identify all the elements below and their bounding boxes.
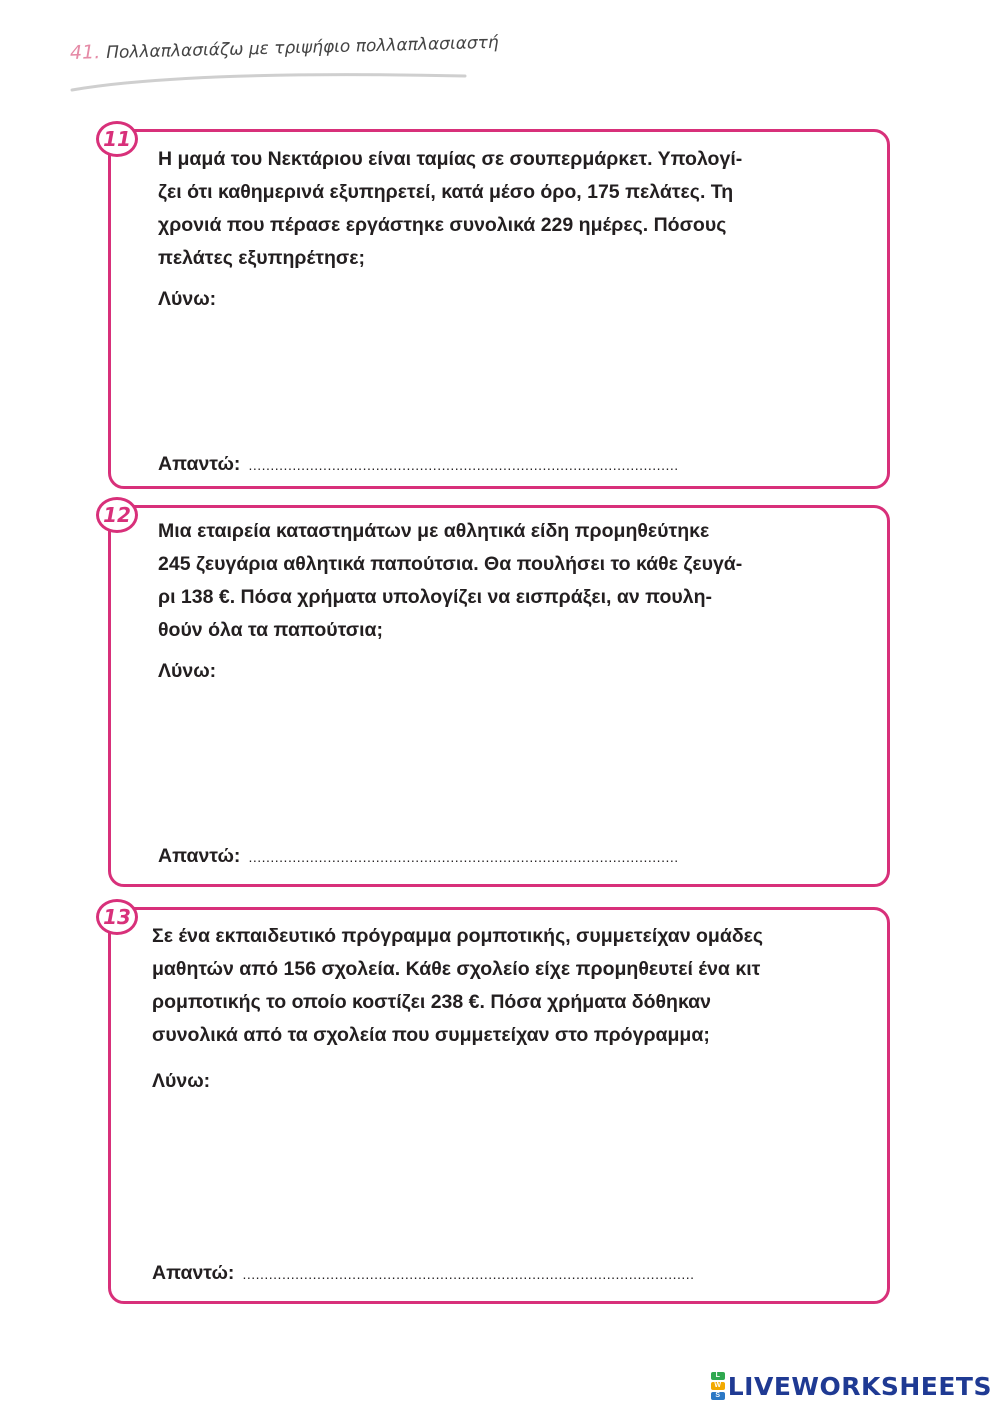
problem-line: πελάτες εξυπηρέτησε; (158, 247, 365, 269)
problem-number-badge: 11 (96, 121, 138, 157)
logo-text: LIVEWORKSHEETS (727, 1371, 992, 1401)
header-swoosh (70, 68, 470, 98)
problem-text (158, 515, 742, 647)
logo-icon-block: W (711, 1382, 725, 1390)
problem-line: Σε ένα εκπαιδευτικό πρόγραμμα ρομποτικής, συμμετείχαν ομάδες (152, 925, 764, 947)
answer-field[interactable]: .................................................................................................. (248, 849, 679, 865)
problem-line: 245 ζευγάρια αθλητικά παπούτσια. Θα πουλήσει το κάθε ζευγά- (158, 553, 743, 575)
lesson-title: Πολλαπλασιάζω με τριψήφιο πολλαπλασιαστή (105, 32, 499, 64)
lesson-number: 41. (69, 41, 101, 64)
problem-line: Μια εταιρεία καταστημάτων με αθλητικά είδη προμηθεύτηκε (158, 520, 710, 542)
answer-field[interactable]: ....................................................................................................... (242, 1266, 695, 1282)
answer-row (158, 453, 679, 476)
problem-line: συνολικά από τα σχολεία που συμμετείχαν στο πρόγραμμα; (152, 1024, 710, 1046)
page-header (70, 31, 499, 64)
liveworksheets-logo[interactable] (711, 1371, 992, 1401)
answer-label: Απαντώ: (158, 845, 241, 867)
problem-text (158, 143, 742, 275)
problem-number-badge: 12 (96, 497, 138, 533)
problem-line: ρι 138 €. Πόσα χρήματα υπολογίζει να εισπράξει, αν πουλη- (158, 586, 713, 608)
answer-label: Απαντώ: (158, 453, 241, 475)
solve-label: Λύνω: (158, 288, 217, 310)
logo-icon-block: L (711, 1372, 725, 1380)
answer-row (158, 845, 679, 868)
solve-label: Λύνω: (152, 1070, 211, 1092)
problem-text (152, 920, 763, 1052)
answer-field[interactable]: .................................................................................................. (248, 457, 679, 473)
problem-line: θούν όλα τα παπούτσια; (158, 619, 383, 641)
problem-number-badge: 13 (96, 899, 138, 935)
problem-line: ρομποτικής το οποίο κοστίζει 238 €. Πόσα χρήματα δόθηκαν (152, 991, 711, 1013)
solve-label: Λύνω: (158, 660, 217, 682)
logo-icon-block: S (711, 1392, 725, 1400)
problem-line: ζει ότι καθημερινά εξυπηρετεί, κατά μέσο όρο, 175 πελάτες. Τη (158, 181, 734, 203)
problem-line: μαθητών από 156 σχολεία. Κάθε σχολείο είχε προμηθευτεί ένα κιτ (152, 958, 761, 980)
answer-row (152, 1262, 695, 1285)
problem-line: χρονιά που πέρασε εργάστηκε συνολικά 229 ημέρες. Πόσους (158, 214, 727, 236)
liveworksheets-icon (711, 1371, 725, 1401)
answer-label: Απαντώ: (152, 1262, 235, 1284)
problem-line: Η μαμά του Νεκτάριου είναι ταμίας σε σουπερμάρκετ. Υπολογί- (158, 148, 743, 170)
